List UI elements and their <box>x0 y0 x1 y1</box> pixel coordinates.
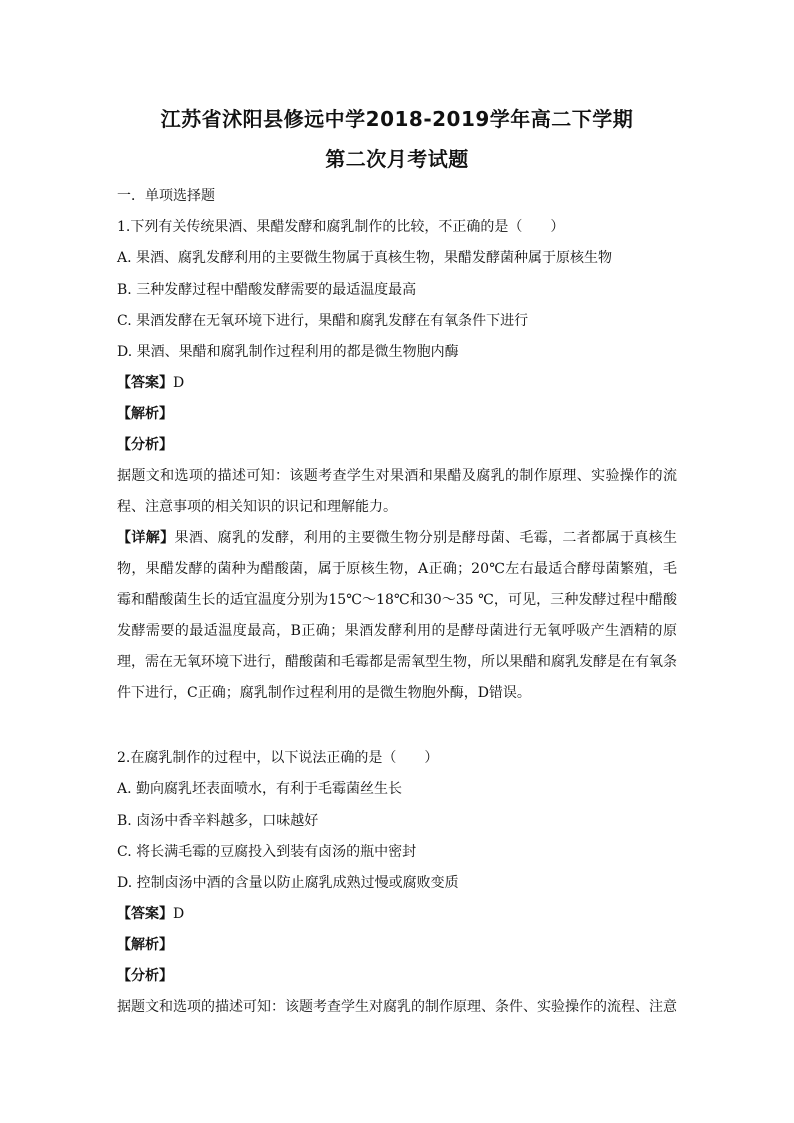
q2-fenxi-text: 据题文和选项的描述可知：该题考查学生对腐乳的制作原理、条件、实验操作的流程、注意 <box>117 999 677 1015</box>
q1-detail <box>117 523 677 709</box>
q2-jiexi-tag: 【解析】 <box>117 937 173 953</box>
q2-answer-tag: 【答案】 <box>117 906 173 922</box>
q1-option-d: D. 果酒、果醋和腐乳制作过程利用的都是微生物胞内酶 <box>117 344 459 360</box>
q2-option-b: B. 卤汤中香辛料越多，口味越好 <box>117 813 319 829</box>
q2-answer <box>117 903 184 925</box>
q2-option-a: A. 勤向腐乳坯表面喷水，有利于毛霉菌丝生长 <box>117 781 403 797</box>
q1-detail-tag: 【详解】 <box>117 530 175 546</box>
q1-option-b: B. 三种发酵过程中醋酸发酵需要的最适温度最高 <box>117 282 417 298</box>
q1-fenxi-tag: 【分析】 <box>117 437 173 453</box>
q1-answer <box>117 372 184 394</box>
q1-answer-value: D <box>173 375 185 391</box>
title-line-1: 江苏省沭阳县修远中学2018-2019学年高二下学期 <box>160 107 634 131</box>
q1-detail-text: 果酒、腐乳的发酵，利用的主要微生物分别是酵母菌、毛霉，二者都属于真核生物，果醋发酵的菌种为醋酸菌，属于原核生物，A正确；20℃左右最适合酵母菌繁殖，毛霉和醋酸菌生长的适宜温度分别为15℃～18℃和30～35 ℃，可见，三种发酵过程中醋酸发酵需要的最适温度最高，B正确；果酒发酵利用的是酵母菌进行无氧呼吸产生酒精的原理，需在无氧环境下进行，醋酸菌和毛霉都是需氧型生物，所以果醋和腐乳发酵是在有氧条件下进行，C正确；腐乳制作过程利用的是微生物胞外酶，D错误。 <box>117 530 678 701</box>
section-heading: 一．单项选择题 <box>117 188 215 204</box>
q2-answer-value: D <box>173 906 185 922</box>
q1-answer-tag: 【答案】 <box>117 375 173 391</box>
q1-option-c: C. 果酒发酵在无氧环境下进行，果醋和腐乳发酵在有氧条件下进行 <box>117 313 529 329</box>
q1-jiexi-tag: 【解析】 <box>117 406 173 422</box>
q2-option-d: D. 控制卤汤中酒的含量以防止腐乳成熟过慢或腐败变质 <box>117 875 459 891</box>
q2-stem: 2.在腐乳制作的过程中，以下说法正确的是（ ） <box>117 750 439 766</box>
q2-fenxi-tag: 【分析】 <box>117 968 173 984</box>
q1-fenxi-text: 据题文和选项的描述可知：该题考查学生对果酒和果醋及腐乳的制作原理、实验操作的流程、注意事项的相关知识的识记和理解能力。 <box>117 468 677 515</box>
q2-option-c: C. 将长满毛霉的豆腐投入到装有卤汤的瓶中密封 <box>117 844 417 860</box>
q1-stem: 1.下列有关传统果酒、果醋发酵和腐乳制作的比较，不正确的是（ ） <box>117 219 565 235</box>
title-line-2: 第二次月考试题 <box>325 147 469 171</box>
q1-option-a: A. 果酒、腐乳发酵利用的主要微生物属于真核生物，果醋发酵菌种属于原核生物 <box>117 250 613 266</box>
